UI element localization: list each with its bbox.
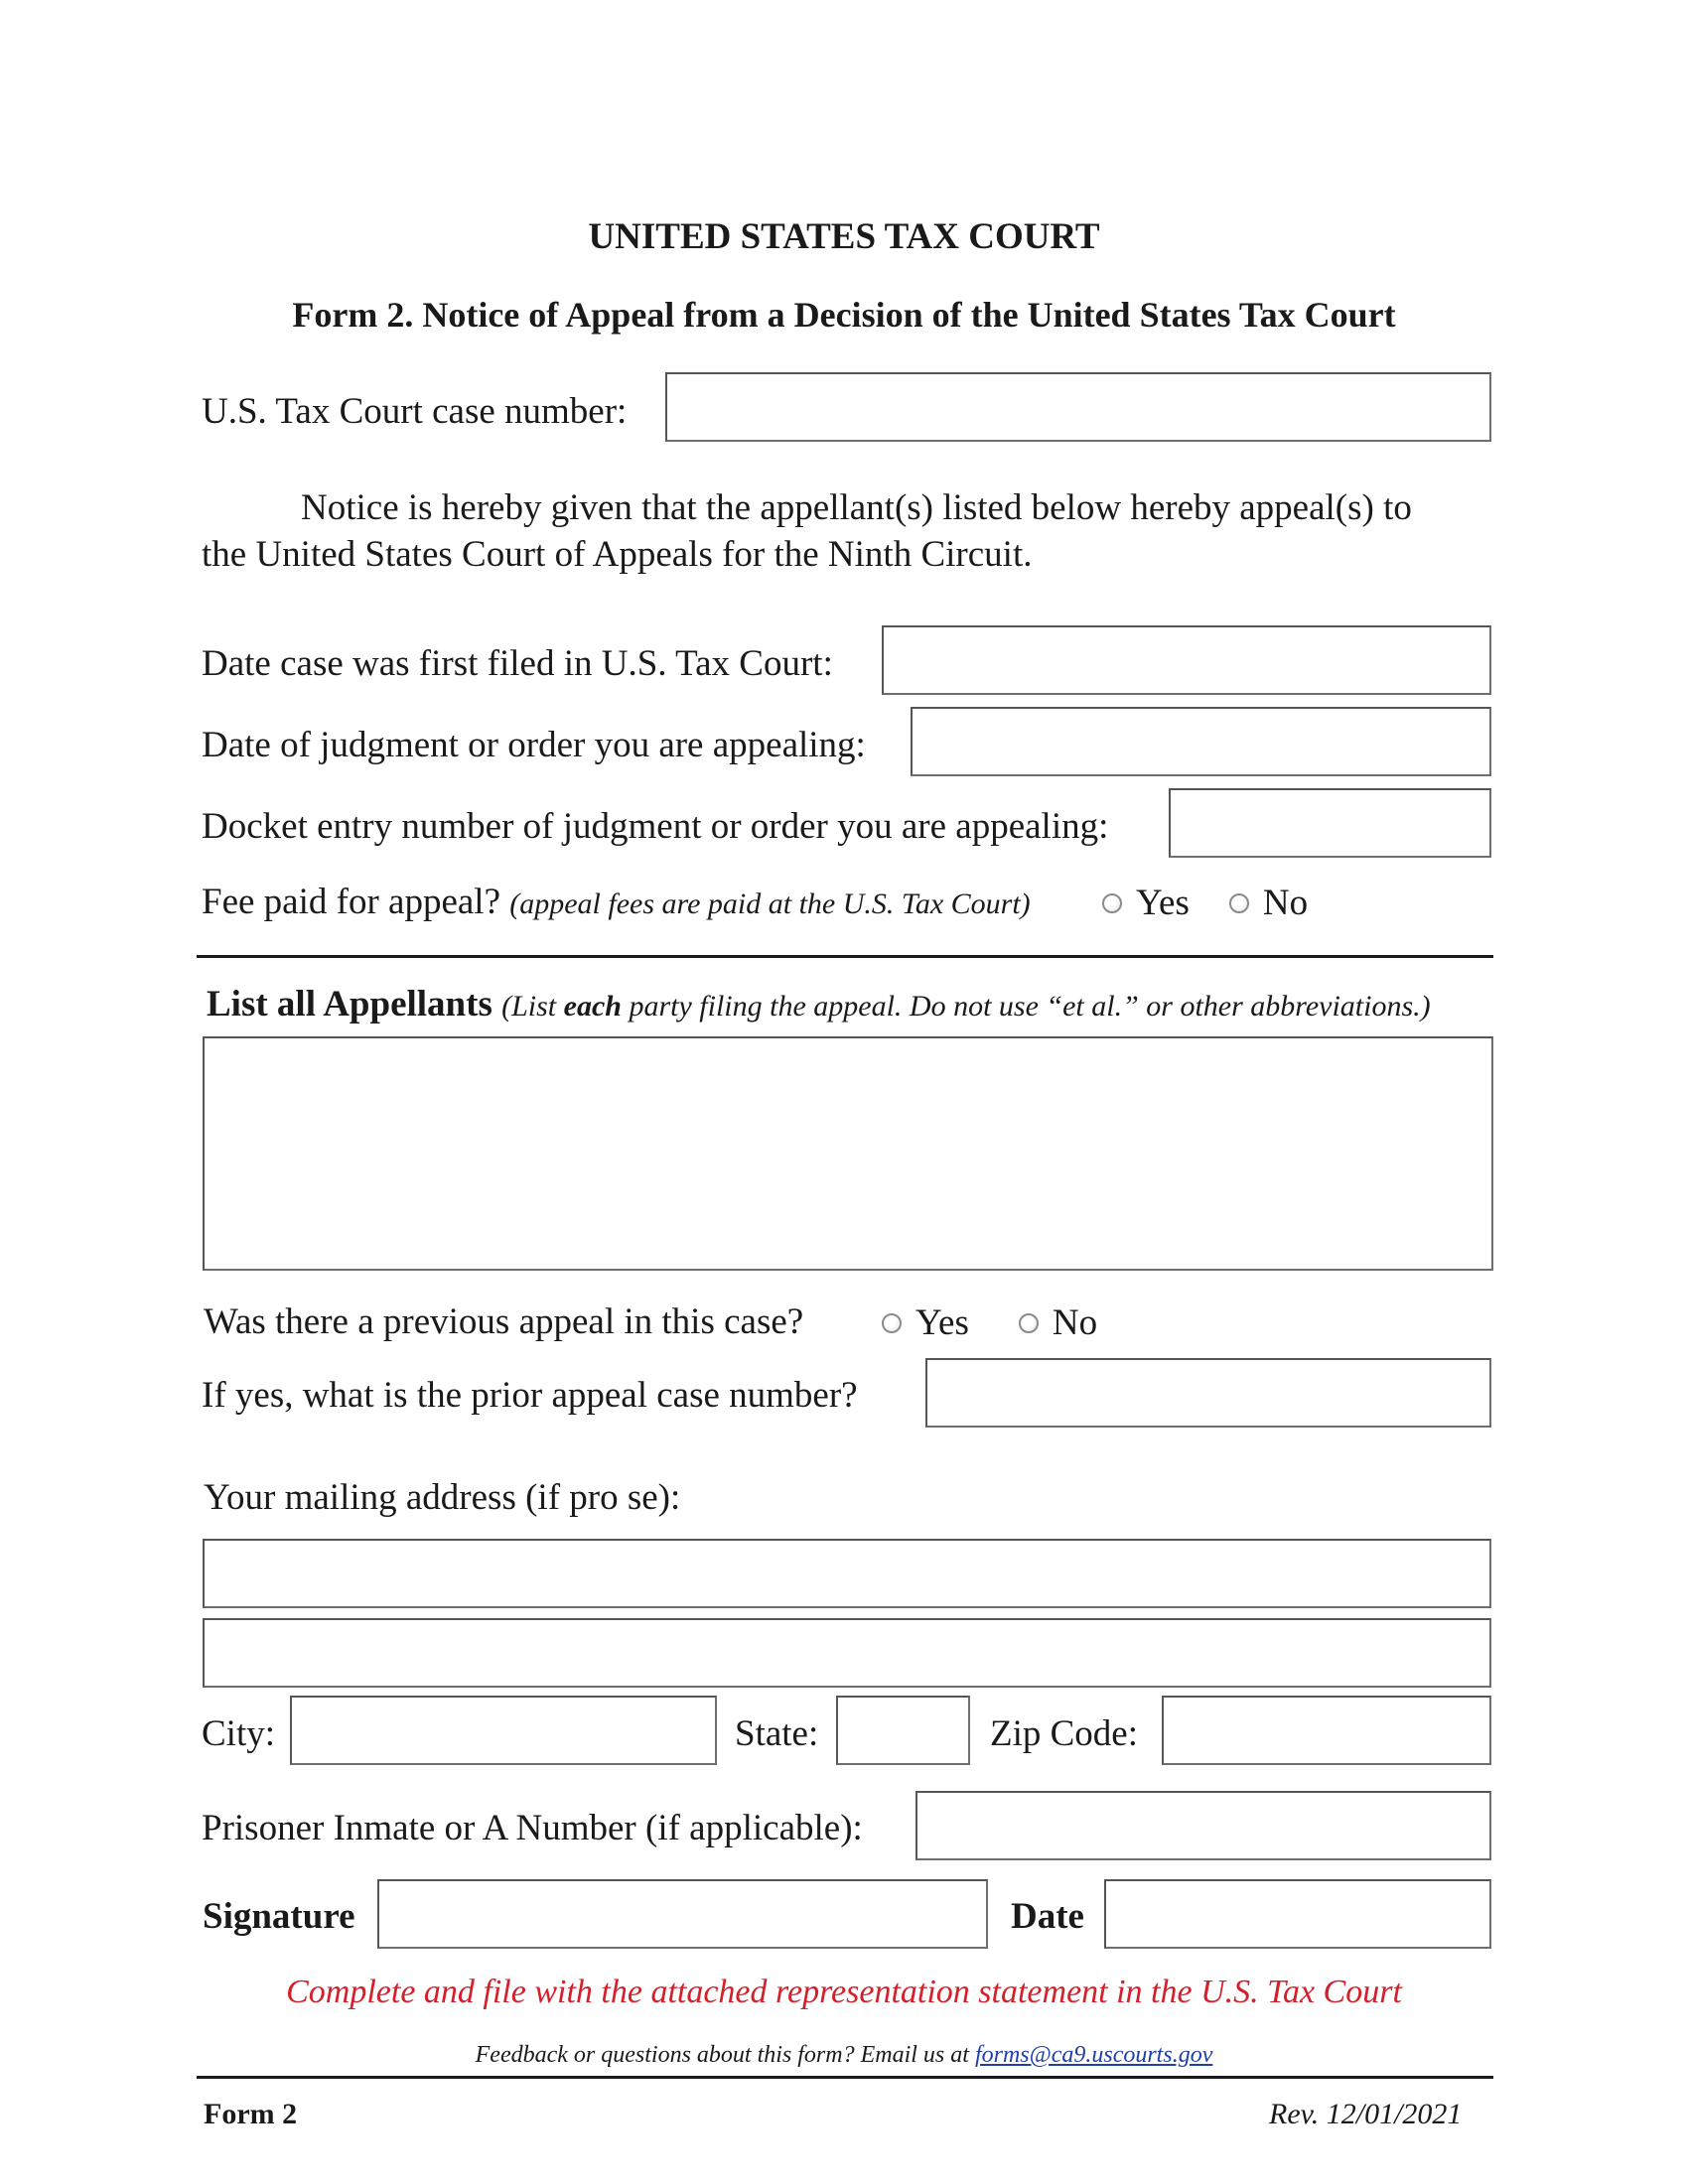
signature-date-input[interactable]: [1104, 1879, 1491, 1949]
fee-paid-question: Fee paid for appeal?: [202, 882, 500, 922]
footer-form-id: Form 2: [204, 2098, 298, 2130]
section-divider: [197, 955, 1493, 958]
court-title: UNITED STATES TAX COURT: [588, 216, 1100, 257]
date-judgment-label: Date of judgment or order you are appealing:: [202, 725, 866, 765]
prisoner-number-input[interactable]: [915, 1791, 1491, 1860]
signature-date-label: Date: [1011, 1896, 1084, 1937]
city-input[interactable]: [290, 1696, 717, 1765]
feedback-email-link[interactable]: forms@ca9.uscourts.gov: [974, 2042, 1213, 2068]
fee-paid-no-radio[interactable]: [1229, 893, 1249, 913]
notice-line-2: the United States Court of Appeals for the Ninth Circuit.: [202, 534, 1033, 575]
date-first-filed-label: Date case was first filed in U.S. Tax Court:: [202, 643, 833, 684]
previous-appeal-no-label: No: [1052, 1302, 1098, 1343]
feedback-line: [0, 2043, 1688, 2067]
zip-code-input[interactable]: [1162, 1696, 1491, 1765]
prior-case-label: If yes, what is the prior appeal case number?: [202, 1375, 858, 1416]
prisoner-number-label: Prisoner Inmate or A Number (if applicable):: [202, 1808, 863, 1848]
fee-paid-label: [202, 884, 1031, 920]
appellants-heading-row: [207, 986, 1431, 1023]
previous-appeal-yes-label: Yes: [915, 1302, 969, 1343]
previous-appeal-label: Was there a previous appeal in this case?: [204, 1301, 804, 1342]
appellants-note-each: each: [563, 990, 622, 1023]
fee-paid-yes-label: Yes: [1136, 883, 1190, 923]
footer-divider: [197, 2076, 1493, 2079]
docket-entry-label: Docket entry number of judgment or order you are appealing:: [202, 806, 1109, 847]
appellants-heading: List all Appellants: [207, 984, 492, 1024]
docket-entry-input[interactable]: [1169, 788, 1491, 858]
previous-appeal-options: [882, 1301, 1097, 1344]
appellants-textarea[interactable]: [203, 1036, 1493, 1271]
state-input[interactable]: [836, 1696, 970, 1765]
appellants-note: [501, 990, 1431, 1023]
address-line-1-input[interactable]: [203, 1539, 1491, 1608]
fee-paid-options: [1102, 882, 1308, 924]
previous-appeal-yes-radio[interactable]: [882, 1313, 902, 1333]
zip-code-label: Zip Code:: [990, 1713, 1139, 1754]
mailing-address-label: Your mailing address (if pro se):: [204, 1477, 681, 1518]
previous-appeal-yes-option[interactable]: [882, 1301, 969, 1344]
city-label: City:: [202, 1713, 276, 1754]
case-number-input[interactable]: [665, 372, 1491, 442]
signature-input[interactable]: [377, 1879, 988, 1949]
feedback-text: Feedback or questions about this form? Email us at: [475, 2042, 975, 2068]
fee-paid-no-option[interactable]: [1229, 882, 1308, 924]
signature-label: Signature: [203, 1896, 355, 1937]
prior-case-input[interactable]: [925, 1358, 1491, 1428]
case-number-label: U.S. Tax Court case number:: [202, 391, 628, 432]
appellants-note-start: (List: [501, 990, 564, 1023]
footer-revision: Rev. 12/01/2021: [1269, 2098, 1463, 2130]
filing-instruction: Complete and file with the attached representation statement in the U.S. Tax Court: [286, 1974, 1402, 2010]
notice-line-1: Notice is hereby given that the appellant(s) listed below hereby appeal(s) to: [301, 487, 1412, 528]
date-judgment-input[interactable]: [911, 707, 1491, 776]
fee-paid-no-label: No: [1262, 883, 1309, 923]
previous-appeal-no-option[interactable]: [1019, 1301, 1097, 1344]
state-label: State:: [735, 1713, 819, 1754]
appellants-note-end: party filing the appeal. Do not use “et al.” or other abbreviations.): [621, 990, 1431, 1023]
date-first-filed-input[interactable]: [882, 625, 1491, 695]
fee-paid-yes-radio[interactable]: [1102, 893, 1122, 913]
form-title: Form 2. Notice of Appeal from a Decision of the United States Tax Court: [292, 295, 1396, 335]
fee-paid-note: (appeal fees are paid at the U.S. Tax Court): [509, 887, 1031, 920]
fee-paid-yes-option[interactable]: [1102, 882, 1190, 924]
address-line-2-input[interactable]: [203, 1618, 1491, 1688]
previous-appeal-no-radio[interactable]: [1019, 1313, 1039, 1333]
